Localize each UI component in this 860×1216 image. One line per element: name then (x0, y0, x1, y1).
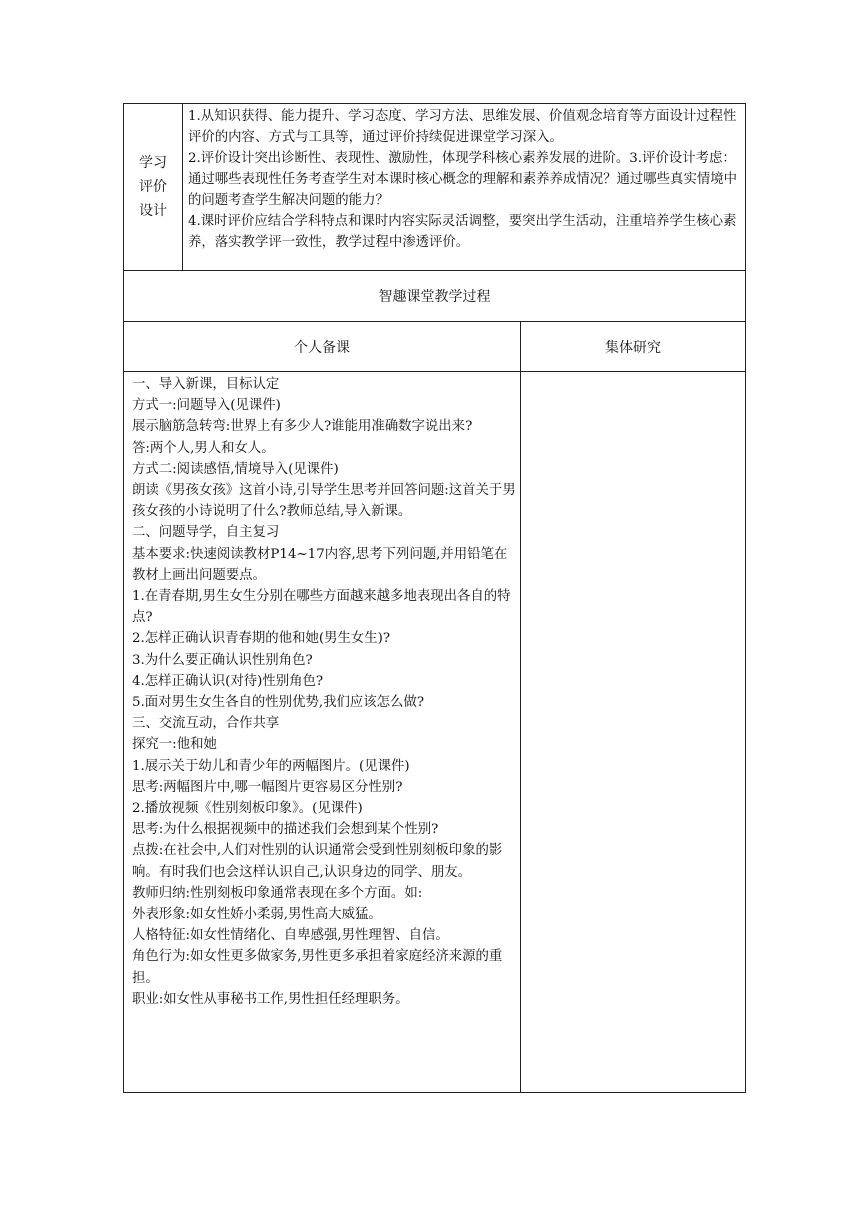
lesson-line: 一、导入新课，目标认定 (132, 377, 280, 392)
lesson-line: 方式一:问题导入(见课件) (132, 398, 281, 414)
row-divider (123, 371, 746, 372)
lesson-line: 展示脑筋急转弯:世界上有多少人?谁能用准确数字说出来? (132, 419, 473, 435)
lesson-line: 2.怎样正确认识青春期的他和她(男生女生)? (132, 631, 391, 647)
column-divider (520, 321, 521, 1093)
lesson-line: 1.展示关于幼儿和青少年的两幅图片。(见课件) (132, 758, 410, 774)
evaluation-paragraph: 1.从知识获得、能力提升、学习态度、学习方法、思维发展、价值观念培育等方面设计过程性评价的内容、方式与工具等，通过评价持续促进课堂学习深入。 (188, 109, 737, 145)
lesson-line: 思考:为什么根据视频中的描述我们会想到某个性别? (132, 822, 439, 838)
collective-research-header: 集体研究 (605, 339, 661, 356)
lesson-line: 职业:如女性从事秘书工作,男性担任经理职务。 (132, 991, 409, 1007)
evaluation-label (124, 104, 182, 270)
lesson-content (132, 374, 516, 1010)
lesson-line: 教师归纳:性别刻板印象通常表现在多个方面。如: (132, 885, 423, 901)
lesson-line: 基本要求:快速阅读教材P14~17内容,思考下列问题,并用铅笔在教材上画出问题要点。 (132, 546, 508, 583)
lesson-line: 外表形象:如女性娇小柔弱,男性高大威猛。 (132, 907, 382, 923)
personal-prep-header: 个人备课 (294, 339, 350, 356)
lesson-line: 1.在青春期,男生女生分别在哪些方面越来越多地表现出各自的特点? (132, 589, 511, 626)
lesson-line: 人格特征:如女性情绪化、自卑感强,男性理智、自信。 (132, 928, 449, 944)
lesson-line: 三、交流互动，合作共享 (132, 716, 280, 732)
lesson-line: 2.播放视频《性别刻板印象》。(见课件) (132, 801, 363, 817)
process-title: 智趣课堂教学过程 (378, 289, 491, 305)
lesson-line: 答:两个人,男人和女人。 (132, 440, 275, 456)
evaluation-label-line: 学习 (139, 155, 167, 171)
evaluation-content (188, 106, 740, 253)
lesson-line: 方式二:阅读感悟,情境导入(见课件) (132, 461, 339, 477)
column-divider (182, 103, 183, 270)
lesson-line: 朗读《男孩女孩》这首小诗,引导学生思考并回答问题:这首关于男孩女孩的小诗说明了什么?教师总结,导入新课。 (132, 483, 516, 520)
lesson-line: 5.面对男生女生各自的性别优势,我们应该怎么做? (132, 695, 425, 711)
lesson-line: 二、问题导学，自主复习 (132, 525, 280, 541)
lesson-line: 3.为什么要正确认识性别角色? (132, 652, 313, 668)
evaluation-paragraph: 4.课时评价应结合学科特点和课时内容实际灵活调整，要突出学生活动，注重培养学生核心素养，落实教学评一致性，教学过程中渗透评价。 (188, 214, 737, 250)
evaluation-label-line: 设计 (139, 203, 167, 219)
evaluation-label-line: 评价 (139, 179, 167, 195)
evaluation-paragraph: 2.评价设计突出诊断性、表现性、激励性，体现学科核心素养发展的进阶。3.评价设计考虑：通过哪些表现性任务考查学生对本课时核心概念的理解和素养养成情况？通过哪些真实情境中的问题考查学生解决问题的能力？ (188, 151, 738, 208)
lesson-line: 4.怎样正确认识(对待)性别角色? (132, 673, 324, 689)
lesson-line: 角色行为:如女性更多做家务,男性更多承担着家庭经济来源的重担。 (132, 949, 503, 986)
lesson-line: 点拨:在社会中,人们对性别的认识通常会受到性别刻板印象的影响。有时我们也会这样认识自己,认识身边的同学、朋友。 (132, 843, 503, 880)
lesson-line: 探究一:他和她 (132, 737, 217, 753)
lesson-line: 思考:两幅图片中,哪一幅图片更容易区分性别? (132, 779, 403, 795)
